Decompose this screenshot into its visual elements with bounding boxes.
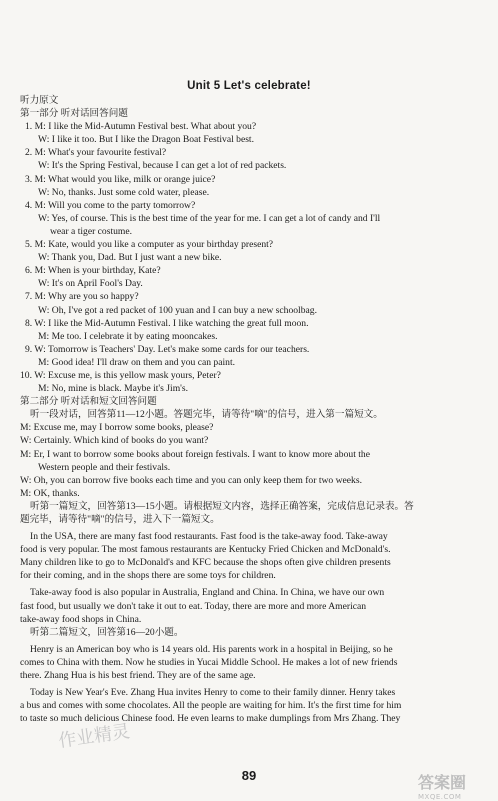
text-line: W: No, thanks. Just some cold water, please.	[38, 186, 210, 198]
text-line: M: OK, thanks.	[20, 487, 80, 499]
text-line: 6. M: When is your birthday, Kate?	[25, 265, 161, 277]
text-line: M: Er, I want to borrow some books about foreign festivals. I want to know more about the	[20, 448, 370, 460]
text-line: 听第二篇短文，回答第16—20小题。	[30, 626, 184, 638]
text-line: food is very popular. The most famous restaurants are Kentucky Fried Chicken and McDonald's.	[20, 544, 391, 556]
text-line: fast food, but usually we don't take it out to eat. Today, there are more and more American	[20, 600, 367, 612]
text-line: 题完毕，请等待"嘀"的信号，进入下一篇短文。	[20, 514, 220, 525]
text-line: M: Good idea! I'll draw on them and you can paint.	[38, 356, 236, 368]
text-line: W: It's the Spring Festival, because I can get a lot of red packets.	[38, 160, 287, 172]
text-line: Today is New Year's Eve. Zhang Hua invites Henry to come to their family dinner. Henry takes	[30, 687, 396, 699]
text-line: Western people and their festivals.	[38, 461, 171, 473]
text-line: 4. M: Will you come to the party tomorrow?	[25, 199, 196, 211]
text-line: Take-away food is also popular in Australia, England and China. In China, we have our own	[30, 587, 385, 599]
unit-title: Unit 5 Let's celebrate!	[187, 80, 311, 92]
text-line: W: It's on April Fool's Day.	[38, 278, 143, 290]
watermark-logo-url: MXQE.COM	[418, 793, 462, 801]
text-line: 2. M: What's your favourite festival?	[25, 147, 167, 159]
text-line: W: Yes, of course. This is the best time of the year for me. I can get a lot of candy and I'll	[38, 212, 381, 224]
text-line: M: Excuse me, may I borrow some books, please?	[20, 422, 214, 434]
text-line: there. Zhang Hua is his best friend. They are of the same age.	[20, 670, 256, 682]
text-line: 1. M: I like the Mid-Autumn Festival best. What about you?	[25, 121, 257, 133]
watermark-logo	[418, 770, 492, 801]
page-number: 89	[241, 768, 257, 783]
text-line: take-away food shops in China.	[20, 613, 142, 625]
text-line: W: I like it too. But I like the Dragon Boat Festival best.	[38, 134, 254, 146]
text-line: M: Me too. I celebrate it by eating mooncakes.	[38, 330, 218, 342]
text-line: comes to China with them. Now he studies in Yucai Middle School. He makes a lot of new friends	[20, 656, 398, 668]
text-line: 9. W: Tomorrow is Teachers' Day. Let's make some cards for our teachers.	[25, 343, 310, 355]
text-line: to taste so much delicious Chinese food. He even learns to make dumplings from Mrs Zhang. They	[20, 713, 401, 725]
text-line: Henry is an American boy who is 14 years old. His parents work in a hospital in Beijing, so he	[30, 643, 393, 655]
text-line: W: Oh, you can borrow five books each time and you can only keep them for two weeks.	[20, 474, 362, 486]
text-line: 10. W: Excuse me, is this yellow mask yours, Peter?	[20, 369, 221, 381]
text-line: 第二部分 听对话和短文回答问题	[20, 396, 157, 408]
text-line: wear a tiger costume.	[50, 225, 133, 237]
watermark-logo-text: 答案圈	[418, 773, 467, 792]
text-line: Many children like to go to McDonald's and KFC because the shops often give children presents	[20, 557, 391, 569]
text-line: M: No, mine is black. Maybe it's Jim's.	[38, 383, 189, 395]
text-line: 听第一篇短文，回答第13—15小题。请根据短文内容，选择正确答案，完成信息记录表。答	[30, 500, 414, 512]
text-line: 5. M: Kate, would you like a computer as your birthday present?	[25, 239, 274, 251]
text-line: 听力原文	[20, 95, 59, 106]
text-line: 7. M: Why are you so happy?	[25, 291, 139, 303]
text-line: a bus and comes with some chocolates. All the people are waiting for him. It's the first time for him	[20, 700, 402, 712]
listening-transcript	[20, 94, 482, 725]
text-line: 3. M: What would you like, milk or orange juice?	[25, 173, 216, 185]
text-line: W: Certainly. Which kind of books do you want?	[20, 435, 209, 447]
text-line: 听一段对话，回答第11—12小题。答题完毕，请等待"嘀"的信号，进入第一篇短文。	[30, 409, 383, 421]
text-line: In the USA, there are many fast food restaurants. Fast food is the take-away food. Take-away	[30, 531, 388, 543]
text-line: W: Thank you, Dad. But I just want a new bike.	[38, 252, 222, 264]
text-line: 8. W: I like the Mid-Autumn Festival. I like watching the great full moon.	[25, 317, 309, 329]
text-line: for their coming, and in the shops there are some toys for children.	[20, 570, 276, 582]
text-line: W: Oh, I've got a red packet of 100 yuan and I can buy a new schoolbag.	[38, 304, 317, 316]
watermark-text: 作业精灵	[57, 721, 132, 752]
text-line: 第一部分 听对话回答问题	[20, 108, 128, 120]
